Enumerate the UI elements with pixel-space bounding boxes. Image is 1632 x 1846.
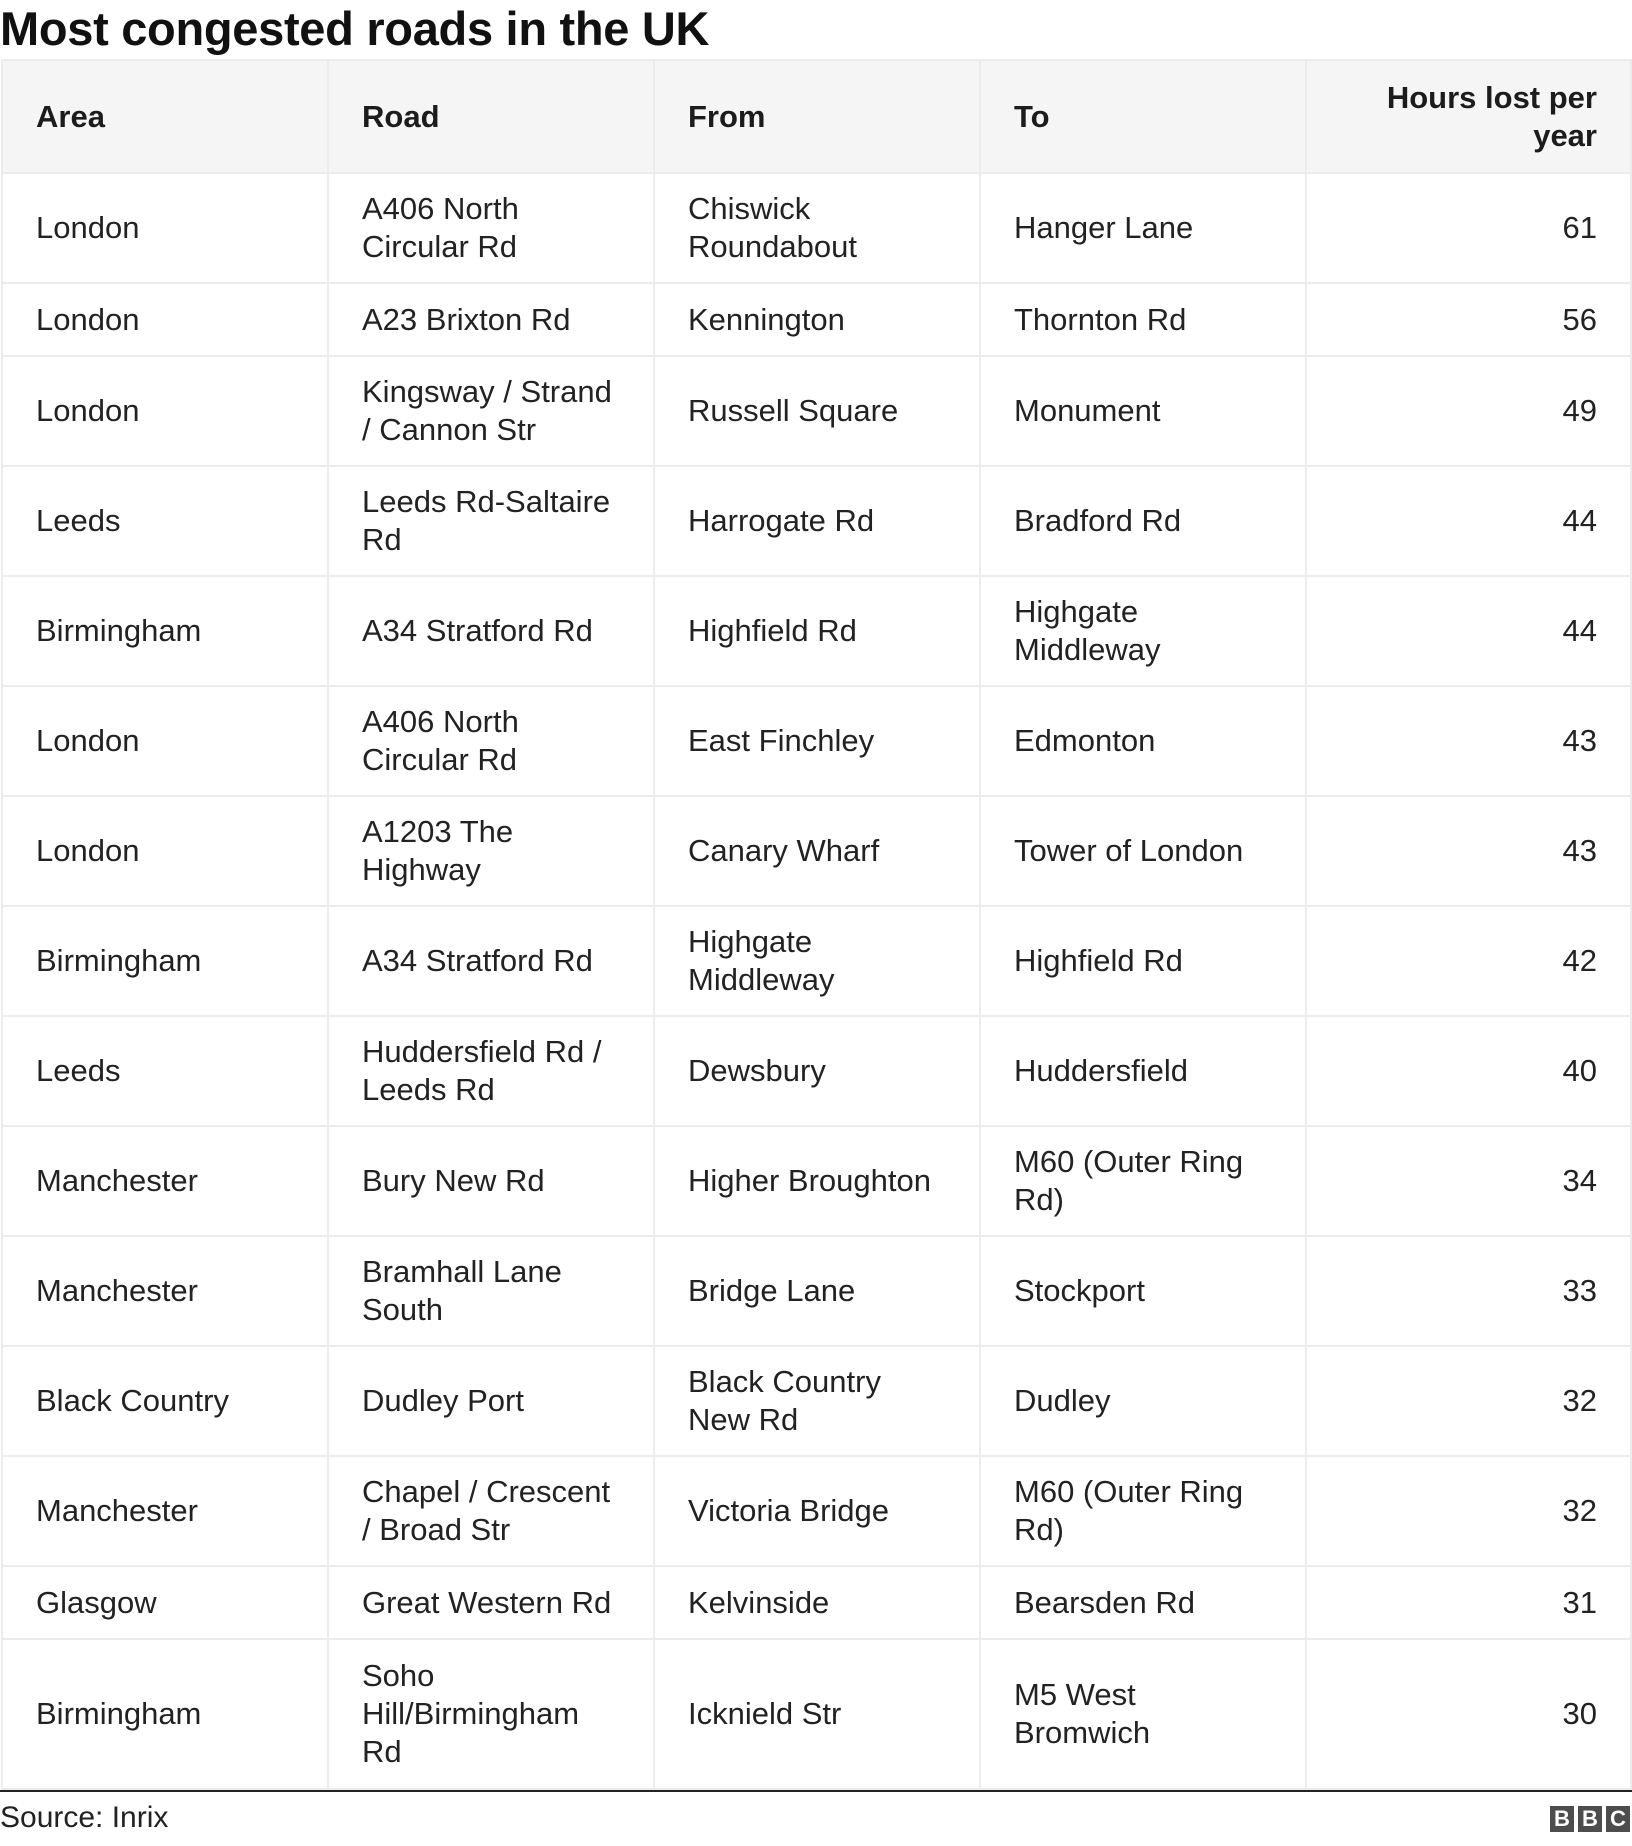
table-row — [2, 356, 1631, 466]
cell-road: A34 Stratford Rd — [328, 576, 654, 686]
cell-hours-lost: 31 — [1306, 1566, 1631, 1639]
cell-from: Dewsbury — [654, 1016, 980, 1126]
table-row — [2, 1126, 1631, 1236]
cell-area: Birmingham — [2, 576, 328, 686]
cell-area: Glasgow — [2, 1566, 328, 1639]
cell-to: Bearsden Rd — [980, 1566, 1306, 1639]
cell-from: Highfield Rd — [654, 576, 980, 686]
cell-to: M5 West Bromwich — [980, 1639, 1306, 1789]
cell-to: Highgate Middleway — [980, 576, 1306, 686]
table-row — [2, 576, 1631, 686]
cell-road: Dudley Port — [328, 1346, 654, 1456]
cell-hours-lost: 43 — [1306, 796, 1631, 906]
cell-area: Manchester — [2, 1236, 328, 1346]
cell-hours-lost: 32 — [1306, 1456, 1631, 1566]
cell-area: Manchester — [2, 1456, 328, 1566]
cell-area: London — [2, 796, 328, 906]
cell-hours-lost: 49 — [1306, 356, 1631, 466]
cell-road: A23 Brixton Rd — [328, 283, 654, 356]
cell-hours-lost: 42 — [1306, 906, 1631, 1016]
table-row — [2, 466, 1631, 576]
cell-hours-lost: 32 — [1306, 1346, 1631, 1456]
source-note: Source: Inrix — [0, 1801, 169, 1834]
cell-from: Harrogate Rd — [654, 466, 980, 576]
cell-road: Kingsway / Strand / Cannon Str — [328, 356, 654, 466]
cell-road: A406 North Circular Rd — [328, 173, 654, 283]
cell-from: East Finchley — [654, 686, 980, 796]
cell-to: Bradford Rd — [980, 466, 1306, 576]
data-table-container — [1, 59, 1630, 1790]
table-row — [2, 1639, 1631, 1789]
cell-to: Dudley — [980, 1346, 1306, 1456]
cell-road: Great Western Rd — [328, 1566, 654, 1639]
cell-hours-lost: 40 — [1306, 1016, 1631, 1126]
cell-to: Monument — [980, 356, 1306, 466]
column-header-area: Area — [2, 60, 328, 173]
table-row — [2, 173, 1631, 283]
cell-area: London — [2, 686, 328, 796]
cell-hours-lost: 56 — [1306, 283, 1631, 356]
cell-to: Hanger Lane — [980, 173, 1306, 283]
cell-from: Higher Broughton — [654, 1126, 980, 1236]
cell-hours-lost: 44 — [1306, 576, 1631, 686]
cell-to: Tower of London — [980, 796, 1306, 906]
cell-to: M60 (Outer Ring Rd) — [980, 1126, 1306, 1236]
cell-hours-lost: 34 — [1306, 1126, 1631, 1236]
table-row — [2, 906, 1631, 1016]
bbc-logo-block: B — [1578, 1806, 1602, 1832]
cell-area: Birmingham — [2, 1639, 328, 1789]
cell-from: Canary Wharf — [654, 796, 980, 906]
cell-hours-lost: 43 — [1306, 686, 1631, 796]
cell-road: Bramhall Lane South — [328, 1236, 654, 1346]
cell-road: A1203 The Highway — [328, 796, 654, 906]
data-table — [1, 59, 1632, 1790]
bbc-logo-block: C — [1606, 1806, 1630, 1832]
bbc-logo-block: B — [1550, 1806, 1574, 1832]
cell-area: Black Country — [2, 1346, 328, 1456]
cell-area: Birmingham — [2, 906, 328, 1016]
cell-to: Huddersfield — [980, 1016, 1306, 1126]
cell-hours-lost: 44 — [1306, 466, 1631, 576]
table-row — [2, 1016, 1631, 1126]
cell-road: Soho Hill/Birmingham Rd — [328, 1639, 654, 1789]
cell-road: A406 North Circular Rd — [328, 686, 654, 796]
cell-road: Huddersfield Rd / Leeds Rd — [328, 1016, 654, 1126]
bbc-logo — [1550, 1806, 1630, 1832]
table-header-row — [2, 60, 1631, 173]
table-row — [2, 1346, 1631, 1456]
table-row — [2, 1566, 1631, 1639]
cell-hours-lost: 33 — [1306, 1236, 1631, 1346]
cell-from: Kelvinside — [654, 1566, 980, 1639]
cell-from: Chiswick Roundabout — [654, 173, 980, 283]
table-row — [2, 686, 1631, 796]
table-row — [2, 283, 1631, 356]
column-header-from: From — [654, 60, 980, 173]
cell-hours-lost: 30 — [1306, 1639, 1631, 1789]
cell-from: Kennington — [654, 283, 980, 356]
cell-area: London — [2, 356, 328, 466]
column-header-to: To — [980, 60, 1306, 173]
cell-road: Chapel / Crescent / Broad Str — [328, 1456, 654, 1566]
cell-area: Leeds — [2, 1016, 328, 1126]
cell-area: London — [2, 283, 328, 356]
cell-to: Thornton Rd — [980, 283, 1306, 356]
cell-from: Highgate Middleway — [654, 906, 980, 1016]
column-header-road: Road — [328, 60, 654, 173]
cell-road: Bury New Rd — [328, 1126, 654, 1236]
table-row — [2, 1236, 1631, 1346]
cell-hours-lost: 61 — [1306, 173, 1631, 283]
cell-area: Leeds — [2, 466, 328, 576]
cell-area: London — [2, 173, 328, 283]
table-row — [2, 1456, 1631, 1566]
table-row — [2, 796, 1631, 906]
cell-to: Highfield Rd — [980, 906, 1306, 1016]
footer-divider — [0, 1790, 1632, 1792]
cell-from: Bridge Lane — [654, 1236, 980, 1346]
cell-road: A34 Stratford Rd — [328, 906, 654, 1016]
chart-title: Most congested roads in the UK — [0, 2, 710, 55]
cell-road: Leeds Rd-Saltaire Rd — [328, 466, 654, 576]
table-body — [2, 173, 1631, 1789]
cell-to: M60 (Outer Ring Rd) — [980, 1456, 1306, 1566]
cell-area: Manchester — [2, 1126, 328, 1236]
cell-to: Stockport — [980, 1236, 1306, 1346]
cell-from: Victoria Bridge — [654, 1456, 980, 1566]
cell-from: Icknield Str — [654, 1639, 980, 1789]
column-header-hours-lost: Hours lost per year — [1306, 60, 1631, 173]
cell-from: Russell Square — [654, 356, 980, 466]
cell-from: Black Country New Rd — [654, 1346, 980, 1456]
cell-to: Edmonton — [980, 686, 1306, 796]
